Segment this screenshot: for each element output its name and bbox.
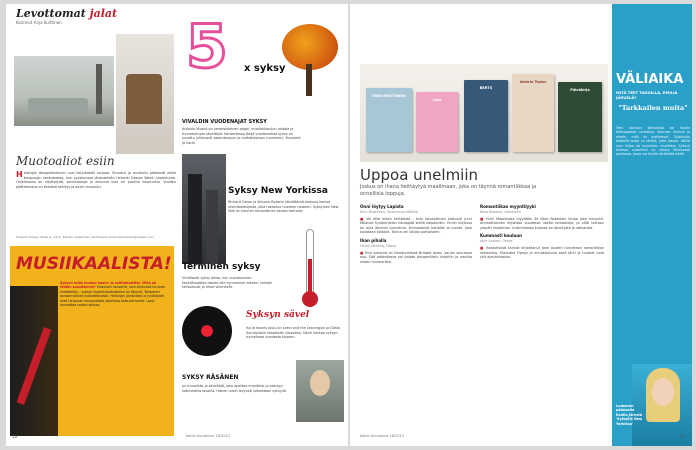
- books-photo: [360, 64, 608, 162]
- section-byline: Koonnut Anja Kuittinen: [16, 20, 62, 25]
- vinyl-record-icon: [182, 306, 232, 356]
- autumn-tree-illustration: [274, 24, 346, 98]
- book-cover: Liisa: [416, 92, 458, 152]
- book-cover: ENNI MUSTONEN: [366, 88, 412, 152]
- thermal-autumn-body: Virallisesti syksy alkaa, kun vuorokauden keskilämpötila laskee alle kymmenen asteen. Lehdet kellastuvat ja ilmat viilenevät.: [182, 276, 272, 290]
- syksy-rasanen-body: on muusikko ja säveltäjä, joka opettaa musiikkia ja esiintyy kotimaisilla lavoilla. Hänen uusin levynsä julkaistaan syksyllä.: [182, 384, 287, 393]
- autumn-melody-body: Iso ja kaunis laulu on Leevi and the Leavingsin ja Gösta Sundqvistin rakastettu klassikko. Sävel kantaa syksyn tunnelmaa vuodesta toiseen.: [246, 326, 340, 340]
- intermission-subheading: MITÄ TEET TAUOILLA, EMILIA JÄRVELÄ?: [616, 90, 678, 100]
- music-box: [10, 246, 174, 436]
- living-room-photo: [14, 56, 114, 126]
- review-heading: Kummasti kouluun: [480, 233, 523, 239]
- article-lead: Joskus on ihana heittäytyä maailmaan, joka on täynnä romantiikkaa ja onnellisia loppuja.: [360, 184, 537, 197]
- music-body: Syksyn tuliin kuuluu kuoro- ja soitinmusiikki. Mikä on teidän suosikkinne? Klassinen konsertti, rock-festivaali tai pieni klubikeikka – syksyn tapahtumakalenteri on täynnä. Tamperen kansainvälinen kuorofestivaali, Helsingin Juhlaviikot ja Jyväskylän kesä tarjoavat monipuolista ohjelmaa koko perheelle. Liput kannattaa varata ajoissa.: [60, 281, 166, 308]
- review-meta: Helen Fielding, Otava: [360, 243, 397, 248]
- new-york-photo: [182, 154, 226, 264]
- review-meta: Enni Mustonen, Kustannus-Mäkelä: [360, 210, 419, 214]
- footer-right: Kotiin Kuudenne 18/2012: [360, 434, 405, 438]
- section-title: Levottomat jalat: [16, 7, 118, 20]
- review-heading: Onni löytyy Lapista: [360, 204, 404, 209]
- article-title: Uppoa unelmiin: [360, 166, 479, 184]
- article-column-1: [360, 204, 472, 267]
- review-heading: Romantiikan myyntilyyki: [480, 204, 536, 209]
- autumn-new-york-heading: Syksy New Yorkissa: [228, 186, 328, 196]
- review-meta: Jane Austen, Otava: [480, 239, 513, 244]
- book-cover: Päiväkirja: [558, 82, 602, 152]
- review-heading: Ihan pihalla: [360, 237, 387, 243]
- review-body: ■ Huh! Maailmalla myydään 34 Nora Robertsin kirjaa joka minuutti. Ammattilainen kirjoittaa vuodessa useita romaaneja, ja niitä luetaan ympäri maailman. Uusimmassa kirjassa on jännitystä ja rakkautta.: [480, 216, 604, 230]
- article-column-2: [480, 204, 604, 263]
- vivaldi-heading: VIVALDIN VUODENAJAT SYKSY: [182, 119, 267, 125]
- design-week-credit: Helsinki Design Week 6.–16.9. Tutustu ohjelmaan osoitteessa www.helsinkidesignweek.com.: [16, 235, 155, 239]
- page-number-left: 16: [12, 434, 18, 439]
- intermission-heading: VÄLIAIKA: [616, 72, 684, 87]
- intermission-body: Teen lounaan kahvilassa tai nautin teekupposen rauhassa. Seuraan ihmisiä ja mietin, mitä he ajattelevat. Työpäivän keskellä tauko on tärkeä, jotta jaksaa. Välillä luen kirjaa tai kuuntelen musiikkia. Syksyn tullessa suosikkini on kävely läheisessä puistossa, jossa voi ihailla värikkäitä lehtiä.: [616, 126, 690, 157]
- syksy-rasanen-heading: SYKSY RÄSÄNEN: [182, 374, 239, 381]
- intermission-caption: Lumonen pääosalla Emilia Järvelä 'Syksyllä New Yorkissa': [616, 404, 643, 426]
- rasanen-portrait: [296, 360, 344, 422]
- thermal-autumn-heading: Terminen syksy: [182, 262, 261, 272]
- review-body: ■ Ihastuttavat tarinat kirjoittanut Jane Austen tunnetaan romantiikan mestarina. Klassikot Ylpeys ja ennakkoluulo sekä Järki ja tunteet ovat yhä ajankohtaisia.: [480, 245, 604, 260]
- intermission-quote: "Tarkkailen muita": [618, 104, 688, 112]
- vivaldi-body: Antonio Vivaldi on venetsialainen pappi, musiikkikoulun johtaja ja tunnetuimpia säveltäjiä. Konsertossa Neljä vuodenaikaa syksy on kuvattu juhlavasti sadonkorjuun ja metsästyksen tunnelmin. Kuuntele ja nauti.: [182, 127, 301, 145]
- autumn-new-york-body: Richard Geren ja Winona Ryderin tähdittämä elokuva kertoo ravintoloitsijasta, joka rakastuu nuoreen naiseen. Syksyinen New York on kauniin romanttinen tausta tarinalle.: [228, 200, 339, 214]
- footer-left: Kotiin Kuudenne 18/2012: [186, 434, 231, 438]
- book-cover: Valerie Taylor: [512, 74, 554, 152]
- autumn-melody-heading: Syksyn sävel: [246, 310, 310, 320]
- review-body: ■ Voi että miten herttaista – kuin romanttinen elokuva! Juuri tällaista hyvänmielen hömppää sieltä kaipaankin. Ennin kirjoissa on aina lämmin tunnelma, kiinnostavat henkilöt ja luonto, joka kuvataan taidolla. Tarina vie lukijan pohjoiseen.: [360, 216, 472, 235]
- intermission-sidebar: [612, 4, 692, 446]
- furniture-photo: [116, 34, 174, 154]
- review-meta: Nora Roberts, Harlequin: [480, 210, 521, 214]
- book-cover: BERTS: [464, 80, 508, 152]
- page-number-right: 17: [680, 434, 686, 439]
- design-week-heading: Muotoaliot esiin: [16, 154, 115, 168]
- design-week-body: Helsingin designhenkinen uusi ketjuhotelli tarjoaa. Sisustus ja muotoilu pääsevät esille kaupungin keskustassa, kun syyskuussa järjestetään Helsinki Design Week -tapahtuma. Ohjelmassa on näyttelyitä, seminaareja ja avoimia ovia eri puolilla kaupunkia. Vuoden pääteemana on kestävä kehitys ja avoin muotoilu.: [16, 170, 176, 189]
- magazine-spread: [6, 4, 692, 446]
- right-page: [350, 4, 692, 446]
- music-heading: MUSIIKAALISTA!: [16, 254, 172, 274]
- big-five-number: 5: [186, 12, 228, 82]
- review-body: ■ Ensi syksynä on ilmestymässä Bridget Jones -sarjan seuraava osa. Sitä odotellessa voi palata alkuperäisiin kirjoihin ja nauttia niiden huumorista.: [360, 250, 472, 264]
- guitarist-photo: [10, 286, 58, 436]
- x-syksy-label: x syksy: [244, 63, 286, 74]
- left-page: [6, 4, 348, 446]
- thermometer-icon: [284, 229, 344, 309]
